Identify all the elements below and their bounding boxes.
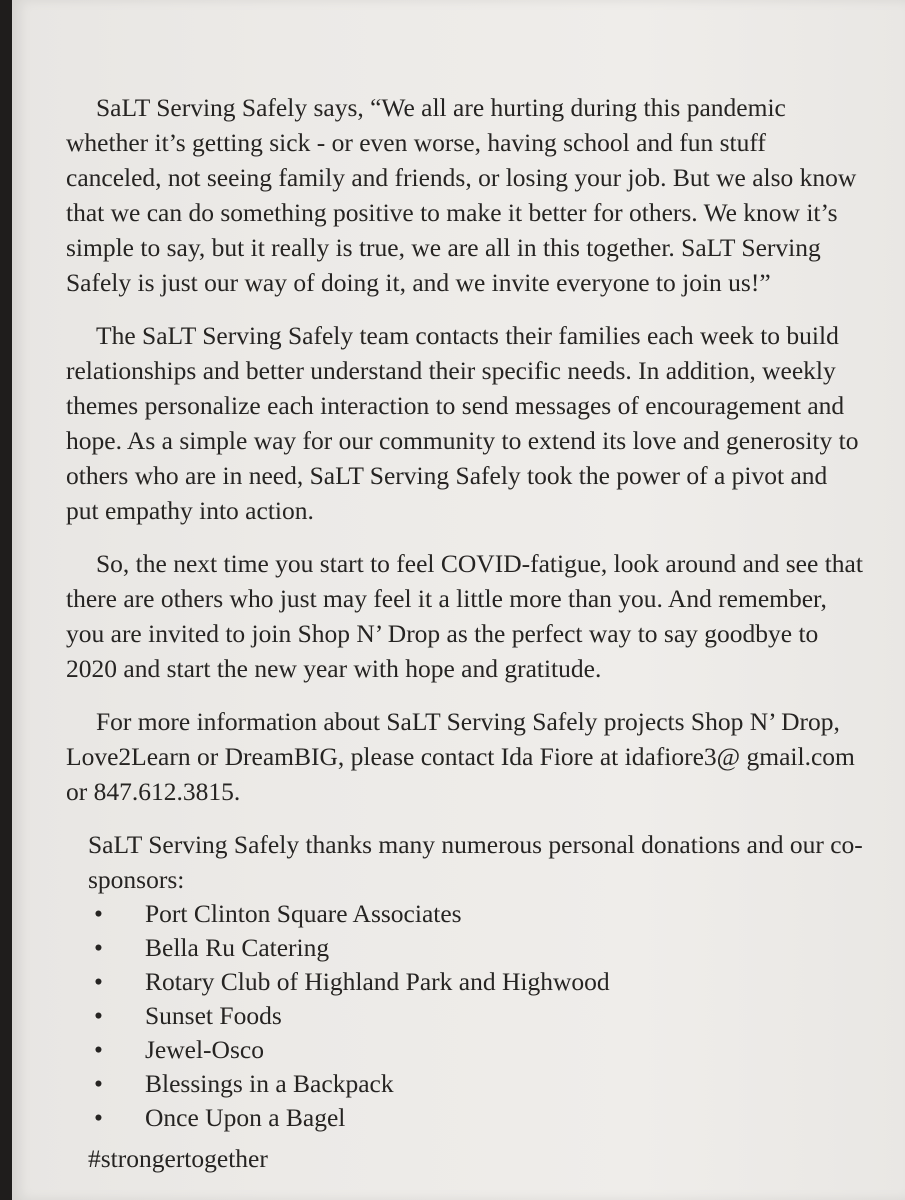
paragraph-team: The SaLT Serving Safely team contacts their families each week to build relationships and better understand their specific needs. In addition, weekly themes personalize each interaction to send messages of encouragement and hope. As a simple way for our community to extend its love and generosity to others who are in need, SaLT Serving Safely took the power of a pivot and put empathy into action. <box>66 321 859 525</box>
paragraph-quote: SaLT Serving Safely says, “We all are hurting during this pandemic whether it’s getting sick - or even worse, having school and fun stuff canceled, not seeing family and friends, or losing your job. But we also know that we can do something positive to make it better for others. We know it’s simple to say, but it really is true, we are all in this together. SaLT Serving Safely is just our way of doing it, and we invite everyone to join us!” <box>66 93 857 297</box>
bullet-icon: • <box>94 899 103 928</box>
bullet-icon: • <box>94 1001 103 1030</box>
sponsor-name: Sunset Foods <box>145 1001 282 1030</box>
list-item <box>66 1033 866 1067</box>
sponsor-list <box>66 897 866 1135</box>
sponsors-intro: SaLT Serving Safely thanks many numerous personal donations and our co-sponsors: <box>88 830 863 894</box>
list-item <box>66 931 866 965</box>
hashtag: #strongertogether <box>88 1144 268 1173</box>
list-item <box>66 999 866 1033</box>
list-item <box>66 1101 866 1135</box>
paragraph-contact-info: For more information about SaLT Serving Safely projects Shop N’ Drop, Love2Learn or DreamBIG, please contact Ida Fiore at idafiore3@ gmail.com or 847.612.3815. <box>66 707 855 806</box>
bullet-icon: • <box>94 1035 103 1064</box>
article-body <box>66 90 866 1176</box>
document-page <box>12 0 905 1200</box>
sponsor-name: Once Upon a Bagel <box>145 1103 346 1132</box>
list-item <box>66 897 866 931</box>
bullet-icon: • <box>94 933 103 962</box>
bullet-icon: • <box>94 967 103 996</box>
sponsor-name: Port Clinton Square Associates <box>145 899 462 928</box>
bullet-icon: • <box>94 1103 103 1132</box>
paragraph-covid-fatigue: So, the next time you start to feel COVID-fatigue, look around and see that there are others who just may feel it a little more than you. And remember, you are invited to join Shop N’ Drop as the perfect way to say goodbye to 2020 and start the new year with hope and gratitude. <box>66 549 863 683</box>
sponsor-name: Rotary Club of Highland Park and Highwood <box>145 967 610 996</box>
sponsor-name: Jewel-Osco <box>145 1035 264 1064</box>
list-item <box>66 1067 866 1101</box>
sponsor-name: Bella Ru Catering <box>145 933 330 962</box>
bullet-icon: • <box>94 1069 103 1098</box>
sponsor-name: Blessings in a Backpack <box>145 1069 394 1098</box>
list-item <box>66 965 866 999</box>
